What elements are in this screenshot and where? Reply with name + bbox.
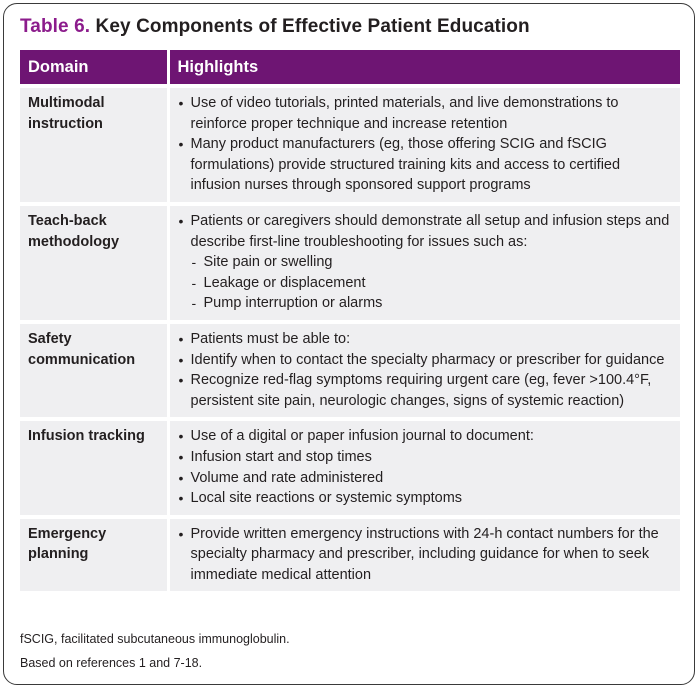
highlights-cell <box>168 421 680 514</box>
highlights-cell <box>168 206 680 320</box>
list-item-text: Volume and rate administered <box>190 469 384 486</box>
dash-marker: - <box>191 295 197 312</box>
list-item <box>178 468 675 489</box>
education-table <box>20 50 680 591</box>
list-item <box>178 211 675 252</box>
table-title-text: Key Components of Effective Patient Education <box>95 16 530 37</box>
header-highlights: Highlights <box>168 50 680 84</box>
list-item-text: Local site reactions or systemic symptoms <box>190 490 463 507</box>
list-item <box>178 370 675 411</box>
sub-list-item <box>178 273 675 294</box>
list-item-text: Many product manufacturers (eg, those offering SCIG and fSCIG formulations) provide structured training kits and access to certified infusion nurses through sponsored support programs <box>190 136 621 194</box>
bullet-marker: • <box>178 448 184 465</box>
domain-cell: Multimodal instruction <box>20 88 168 202</box>
highlights-cell <box>168 519 680 592</box>
sub-list-item <box>178 252 675 273</box>
header-row <box>20 50 680 84</box>
highlights-cell <box>168 88 680 202</box>
list-item-text: Use of a digital or paper infusion journal to document: <box>190 428 534 445</box>
bullet-marker: • <box>178 212 184 229</box>
highlights-list <box>178 211 675 314</box>
bullet-marker: • <box>178 428 184 445</box>
list-item-text: Use of video tutorials, printed materials, and live demonstrations to reinforce proper technique and increase retention <box>190 95 619 132</box>
footnote-abbreviation: fSCIG, facilitated subcutaneous immunoglobulin. <box>20 632 290 646</box>
table-row <box>20 324 680 417</box>
list-item-text: Patients must be able to: <box>190 330 351 347</box>
table-row <box>20 519 680 592</box>
list-item-text: Infusion start and stop times <box>190 448 372 465</box>
list-item <box>178 350 675 371</box>
bullet-marker: • <box>178 136 184 153</box>
domain-cell: Emergency planning <box>20 519 168 592</box>
bullet-marker: • <box>178 469 184 486</box>
table-title <box>20 16 530 38</box>
list-item <box>178 447 675 468</box>
table-body <box>20 84 680 591</box>
highlights-list <box>178 426 675 508</box>
list-item <box>178 134 675 196</box>
footnote-references: Based on references 1 and 7-18. <box>20 656 203 670</box>
list-item-text: Patients or caregivers should demonstrate all setup and infusion steps and describe first-line troubleshooting for issues such as: <box>190 212 670 250</box>
sub-list-item <box>178 293 675 314</box>
bullet-marker: • <box>178 351 184 368</box>
bullet-marker: • <box>178 330 184 347</box>
list-item-text: Identify when to contact the specialty pharmacy or prescriber for guidance <box>190 351 665 368</box>
list-item-text: Pump interruption or alarms <box>203 295 383 312</box>
list-item <box>178 93 675 134</box>
dash-marker: - <box>191 254 197 271</box>
list-item-text: Leakage or displacement <box>203 274 366 291</box>
bullet-marker: • <box>178 372 184 389</box>
domain-cell: Infusion tracking <box>20 421 168 514</box>
domain-cell: Teach-back methodology <box>20 206 168 320</box>
domain-cell: Safety communication <box>20 324 168 417</box>
highlights-list <box>178 329 675 411</box>
highlights-list <box>178 524 675 586</box>
header-domain: Domain <box>20 50 168 84</box>
table-row <box>20 88 680 202</box>
dash-marker: - <box>191 274 197 291</box>
list-item <box>178 488 675 509</box>
list-item <box>178 426 675 447</box>
list-item-text: Provide written emergency instructions with 24-h contact numbers for the specialty pharmacy and prescriber, including guidance for when to seek immediate medical attention <box>190 525 659 583</box>
list-item <box>178 329 675 350</box>
bullet-marker: • <box>178 95 184 111</box>
table-row <box>20 206 680 320</box>
bullet-marker: • <box>178 490 184 507</box>
table-row <box>20 421 680 514</box>
bullet-marker: • <box>178 525 184 542</box>
list-item-text: Recognize red-flag symptoms requiring urgent care (eg, fever >100.4°F, persistent site pain, neurologic changes, signs of systemic reaction) <box>190 372 652 409</box>
highlights-list <box>178 93 675 196</box>
list-item-text: Site pain or swelling <box>203 254 333 271</box>
list-item <box>178 524 675 586</box>
table-number: Table 6. <box>20 16 91 37</box>
highlights-cell <box>168 324 680 417</box>
